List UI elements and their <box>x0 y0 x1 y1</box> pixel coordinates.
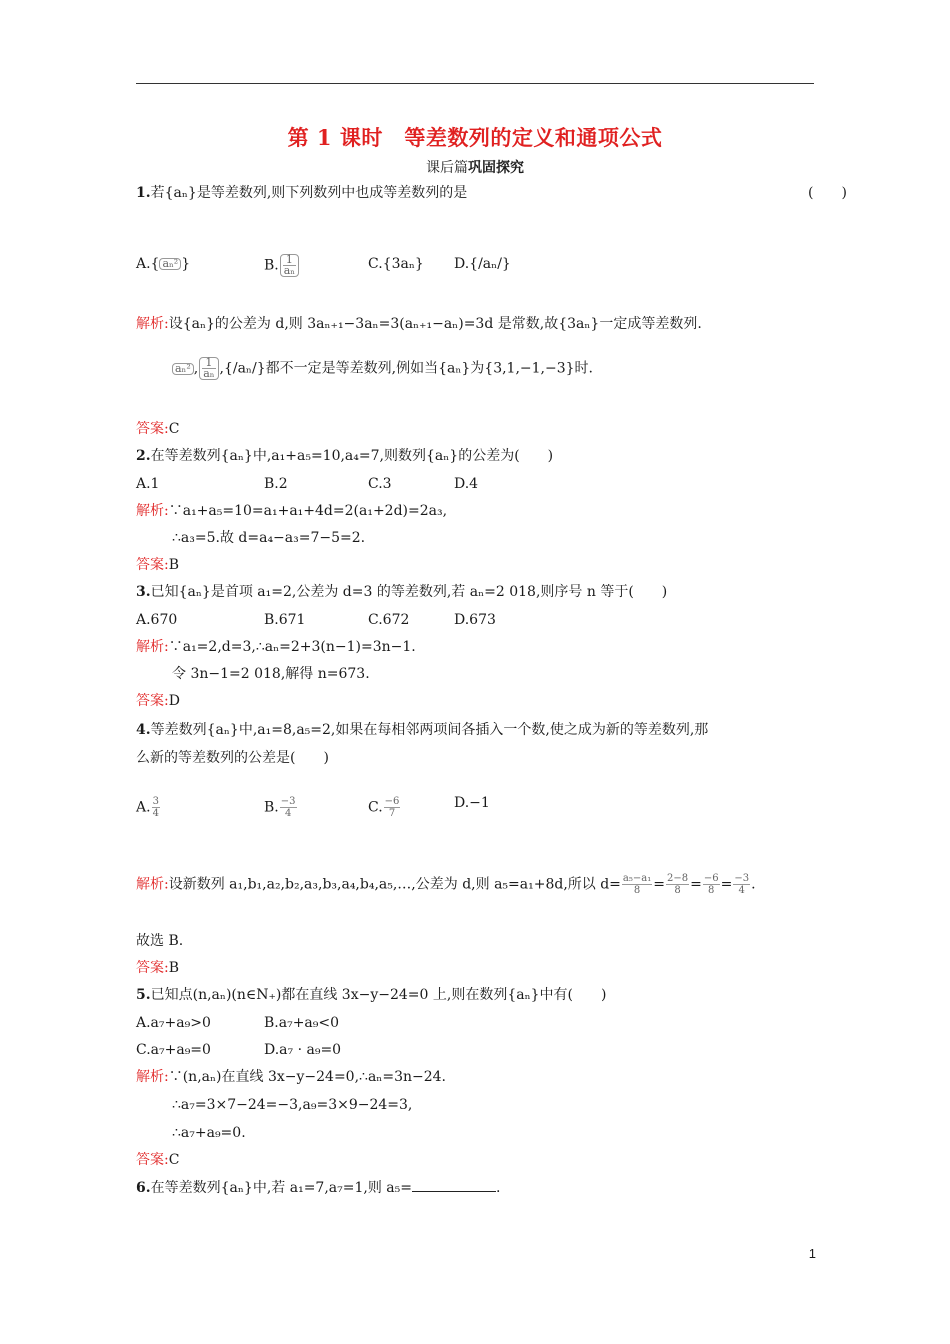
q3-answer: 答案:D <box>136 693 180 709</box>
q2-option-c: C.3 <box>368 476 392 492</box>
q4-option-b: B. $\frac{-3}{4}$ <box>264 796 296 819</box>
q4-stem: 4.等差数列{aₙ}中,a₁=8,a₅=2,如果在每相邻两项间各插入一个数,使之成为新的等差数列,那 <box>136 722 709 738</box>
q3-option-d: D.673 <box>454 612 496 628</box>
q3-analysis: 解析:∵a₁=2,d=3,∴aₙ=2+3(n−1)=3n−1. <box>136 639 416 655</box>
q3-option-b: B.671 <box>264 612 306 628</box>
q2-option-b: B.2 <box>264 476 288 492</box>
q2-option-d: D.4 <box>454 476 479 492</box>
q2-option-a: A.1 <box>136 476 160 492</box>
q3-option-a: A.670 <box>136 612 178 628</box>
q5-analysis-3: ∴a₇+a₉=0. <box>172 1125 246 1141</box>
q4-conclusion: 故选 B. <box>136 933 184 949</box>
q5-option-b: B.a₇+a₉<0 <box>264 1015 340 1031</box>
q5-answer: 答案:C <box>136 1152 180 1168</box>
q5-option-a: A.a₇+a₉>0 <box>136 1015 211 1031</box>
q1-option-d: D.{/aₙ/} <box>454 256 511 272</box>
q1-option-c: C.{3aₙ} <box>368 256 424 272</box>
q5-option-c: C.a₇+a₉=0 <box>136 1042 211 1058</box>
q4-stem-2: 么新的等差数列的公差是( ) <box>136 750 329 766</box>
q4-analysis: 解析:设新数列 a₁,b₁,a₂,b₂,a₃,b₃,a₄,b₄,a₅,…,公差为 d,则 a₅=a₁+8d,所以 d= $\frac{\text{a₅−a₁}}{8}$ = $\frac{2-8}{8}$ = $\frac{-6}{8}$ = $\frac{-3}{4}$ . <box>136 873 756 896</box>
q3-analysis-2: 令 3n−1=2 018,解得 n=673. <box>172 666 370 682</box>
q4-option-d: D.−1 <box>454 795 490 811</box>
q1-stem: 1.若{aₙ}是等差数列,则下列数列中也成等差数列的是 <box>136 185 468 201</box>
q5-analysis: 解析:∵(n,aₙ)在直线 3x−y−24=0,∴aₙ=3n−24. <box>136 1069 446 1085</box>
q5-stem: 5.已知点(n,aₙ)(n∈N₊)都在直线 3x−y−24=0 上,则在数列{aₙ}中有( ) <box>136 987 607 1003</box>
q1-option-b: B. $\frac{1}{\text{aₙ}}$ <box>264 254 300 277</box>
page-subtitle: 课后篇巩固探究 <box>426 160 524 176</box>
q3-stem: 3.已知{aₙ}是首项 a₁=2,公差为 d=3 的等差数列,若 aₙ=2 018,则序号 n 等于( ) <box>136 584 668 600</box>
q4-option-c: C. $\frac{-6}{7}$ <box>368 796 400 819</box>
q4-answer: 答案:B <box>136 960 180 976</box>
q2-analysis: 解析:∵a₁+a₅=10=a₁+a₁+4d=2(a₁+2d)=2a₃, <box>136 503 448 519</box>
q1-analysis-2: aₙ² , $\frac{1}{\text{aₙ}}$ ,{/aₙ/}都不一定是等差数列,例如当{aₙ}为{3,1,−1,−3}时. <box>172 357 593 380</box>
q6-answer-blank[interactable] <box>412 1179 496 1192</box>
page-title: 第 1 课时 等差数列的定义和通项公式 <box>287 125 663 150</box>
q1-answer: 答案:C <box>136 421 180 437</box>
q4-option-a: A. $\frac{3}{4}$ <box>136 796 159 819</box>
q5-option-d: D.a₇ · a₉=0 <box>264 1042 342 1058</box>
q3-option-c: C.672 <box>368 612 410 628</box>
q2-analysis-2: ∴a₃=5.故 d=a₄−a₃=7−5=2. <box>172 530 366 546</box>
q6-stem: 6.在等差数列{aₙ}中,若 a₁=7,a₇=1,则 a₅= . <box>136 1180 501 1196</box>
q1-analysis: 解析:设{aₙ}的公差为 d,则 3aₙ₊₁−3aₙ=3(aₙ₊₁−aₙ)=3d 是常数,故{3aₙ}一定成等差数列. <box>136 316 702 332</box>
page-number: 1 <box>808 1246 816 1261</box>
q2-answer: 答案:B <box>136 557 180 573</box>
q1-paren: ( ) <box>808 185 847 201</box>
q1-option-a: A.{ aₙ² } <box>136 256 191 272</box>
q2-stem: 2.在等差数列{aₙ}中,a₁+a₅=10,a₄=7,则数列{aₙ}的公差为( ) <box>136 448 554 464</box>
q5-analysis-2: ∴a₇=3×7−24=−3,a₉=3×9−24=3, <box>172 1097 413 1113</box>
header-rule <box>136 83 814 84</box>
